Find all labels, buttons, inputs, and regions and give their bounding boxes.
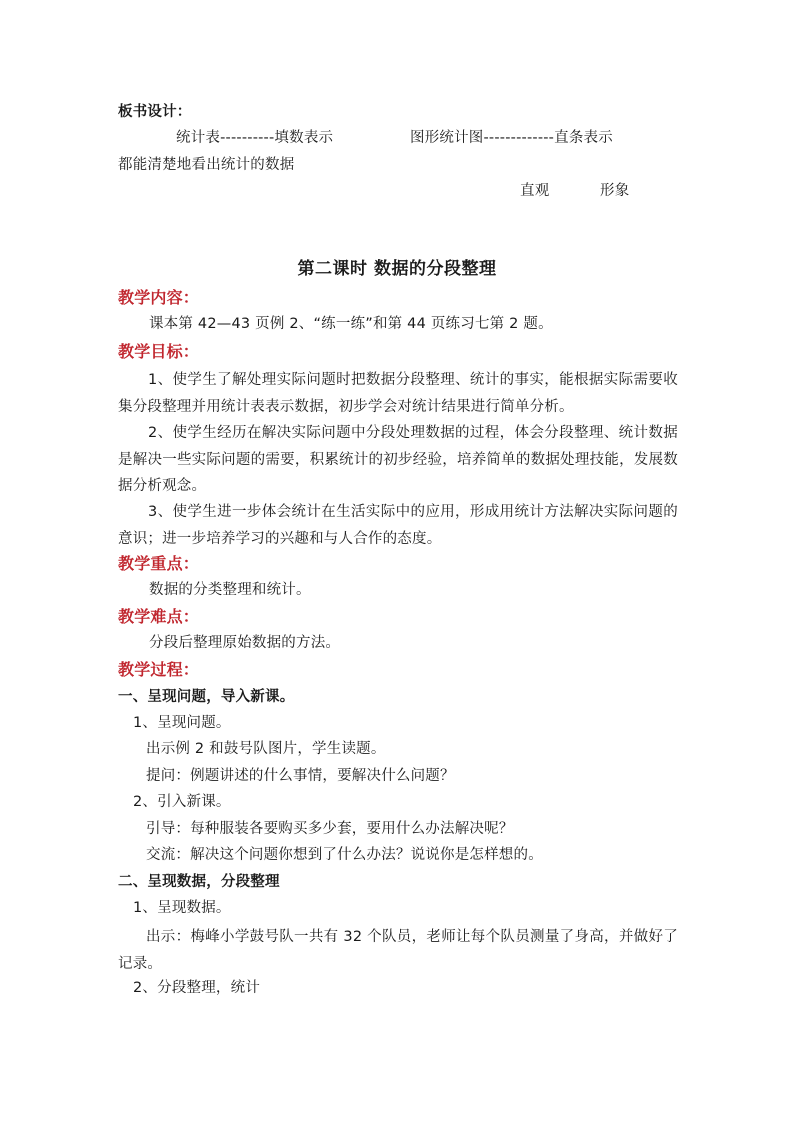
section-2-title: 二、呈现数据，分段整理 bbox=[118, 874, 280, 890]
board-row2: 都能清楚地看出统计的数据 bbox=[118, 157, 295, 173]
section-1-step-2: 2、引入新课。 bbox=[133, 794, 231, 810]
section-1-title: 一、呈现问题，导入新课。 bbox=[118, 689, 295, 705]
section-1-step-2b: 交流：解决这个问题你想到了什么办法？说说你是怎样想的。 bbox=[146, 847, 543, 863]
difficult-text: 分段后整理原始数据的方法。 bbox=[149, 635, 341, 651]
goal-1: 1、使学生了解处理实际问题时把数据分段整理、统计的事实，能根据实际需要收集分段整理并用统计表表示数据，初步学会对统计结果进行简单分析。 bbox=[118, 372, 678, 415]
key-text: 数据的分类整理和统计。 bbox=[149, 582, 311, 598]
board-word-image: 形象 bbox=[600, 183, 630, 199]
goal-2: 2、使学生经历在解决实际问题中分段处理数据的过程，体会分段整理、统计数据是解决一些实际问题的需要，积累统计的初步经验，培养简单的数据处理技能，发展数据分析观念。 bbox=[118, 425, 678, 494]
content-heading: 教学内容： bbox=[118, 288, 200, 307]
board-heading: 板书设计： bbox=[118, 104, 192, 120]
board-row1-left: 统计表----------填数表示 bbox=[176, 130, 334, 146]
section-2-step-2: 2、分段整理，统计 bbox=[133, 980, 261, 996]
section-1-step-1b: 提问：例题讲述的什么事情，要解决什么问题？ bbox=[146, 768, 455, 784]
section-1-step-1a: 出示例 2 和鼓号队图片，学生读题。 bbox=[146, 741, 386, 757]
board-row1-right: 图形统计图-------------直条表示 bbox=[410, 130, 613, 146]
section-2-step-1a: 出示：梅峰小学鼓号队一共有 32 个队员，老师让每个队员测量了身高，并做好了记录。 bbox=[118, 929, 678, 972]
lesson-title: 第二课时 数据的分段整理 bbox=[297, 259, 497, 279]
content-text: 课本第 42—43 页例 2、“练一练”和第 44 页练习七第 2 题。 bbox=[149, 316, 553, 332]
section-1-step-2a: 引导：每种服装各要购买多少套，要用什么办法解决呢？ bbox=[146, 821, 514, 837]
goal-3: 3、使学生进一步体会统计在生活实际中的应用，形成用统计方法解决实际问题的意识；进一步培养学习的兴趣和与人合作的态度。 bbox=[118, 504, 678, 547]
section-1-step-1: 1、呈现问题。 bbox=[133, 715, 231, 731]
board-word-intuitive: 直观 bbox=[520, 183, 550, 199]
key-heading: 教学重点： bbox=[118, 554, 200, 573]
difficult-heading: 教学难点： bbox=[118, 607, 200, 626]
goals-heading: 教学目标： bbox=[118, 342, 200, 361]
section-2-step-1: 1、呈现数据。 bbox=[133, 900, 231, 916]
process-heading: 教学过程： bbox=[118, 660, 200, 679]
